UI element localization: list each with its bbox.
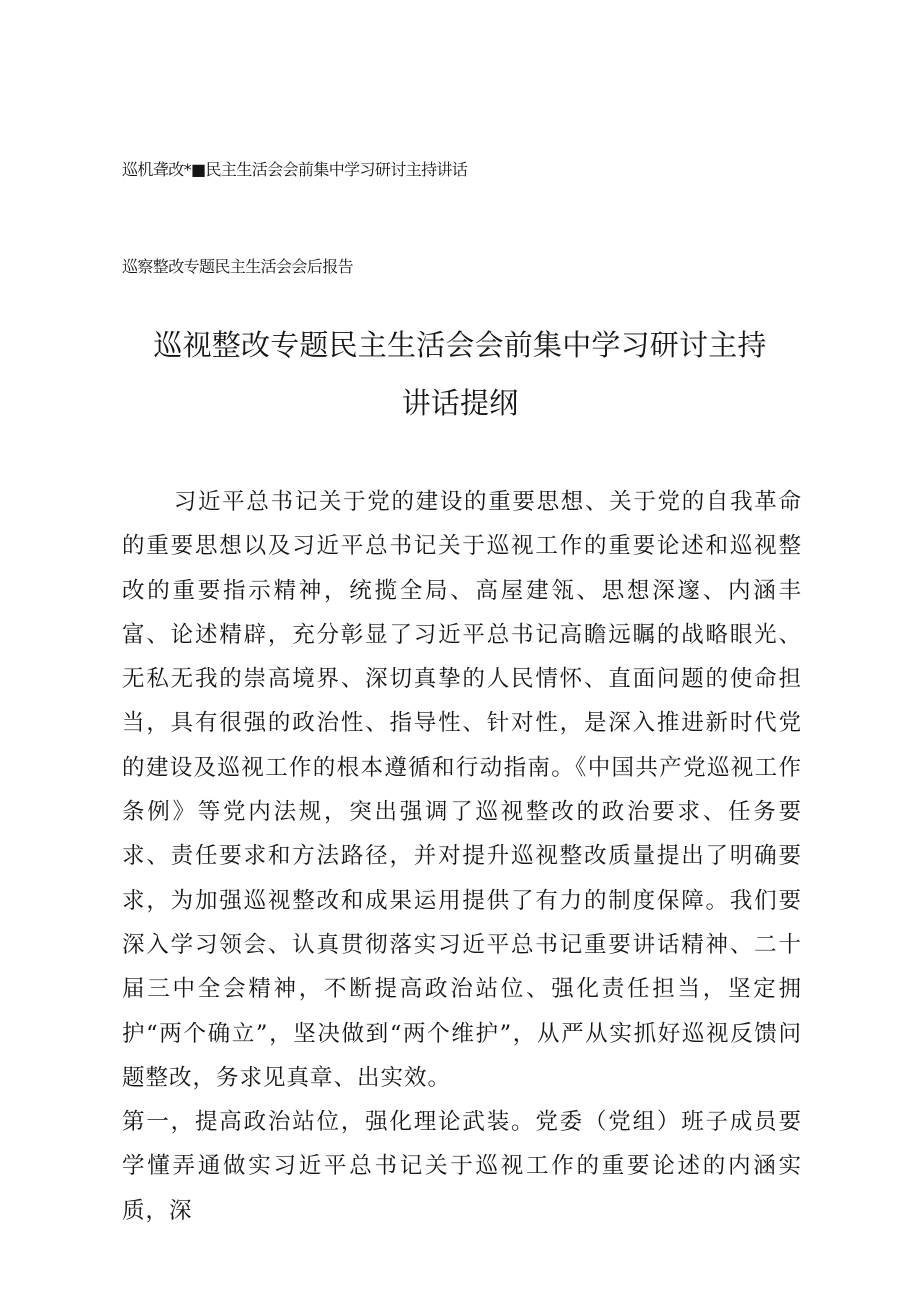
related-title-2: 巡察整改专题民主生活会会后报告 — [122, 257, 354, 276]
paragraph-first-point: 第一，提高政治站位，强化理论武装。党委（党组）班子成员要学懂弄通做实习近平总书记关于巡视工作的重要论述的内涵实质，深 — [122, 1109, 802, 1224]
paragraph-intro: 习近平总书记关于党的建设的重要思想、关于党的自我革命的重要思想以及习近平总书记关于巡视工作的重要论述和巡视整改的重要指示精神，统揽全局、高屋建瓴、思想深邃、内涵丰富、论述精辟，充分彰显了习近平总书记高瞻远瞩的战略眼光、无私无我的崇高境界、深切真挚的人民情怀、直面问题的使命担当，具有很强的政治性、指导性、针对性，是深入推进新时代党的建设及巡视工作的根本遵循和行动指南。《中国共产党巡视工作条例》等党内法规，突出强调了巡视整改的政治要求、任务要求、责任要求和方法路径，并对提升巡视整改质量提出了明确要求，为加强巡视整改和成果运用提供了有力的制度保障。我们要深入学习领会、认真贯彻落实习近平总书记重要讲话精神、二十届三中全会精神，不断提高政治站位、强化责任担当，坚定拥护“两个确立”，坚决做到“两个维护”，从严从实抓好巡视反馈问题整改，务求见真章、出实效。 — [122, 489, 802, 1091]
related-title-1: 巡机聋改*■民主生活会会前集中学习研讨主持讲话 — [122, 160, 468, 179]
document-title: 巡视整改专题民主生活会会前集中学习研讨主持讲话提纲 — [153, 328, 767, 420]
document-body — [122, 480, 802, 1233]
